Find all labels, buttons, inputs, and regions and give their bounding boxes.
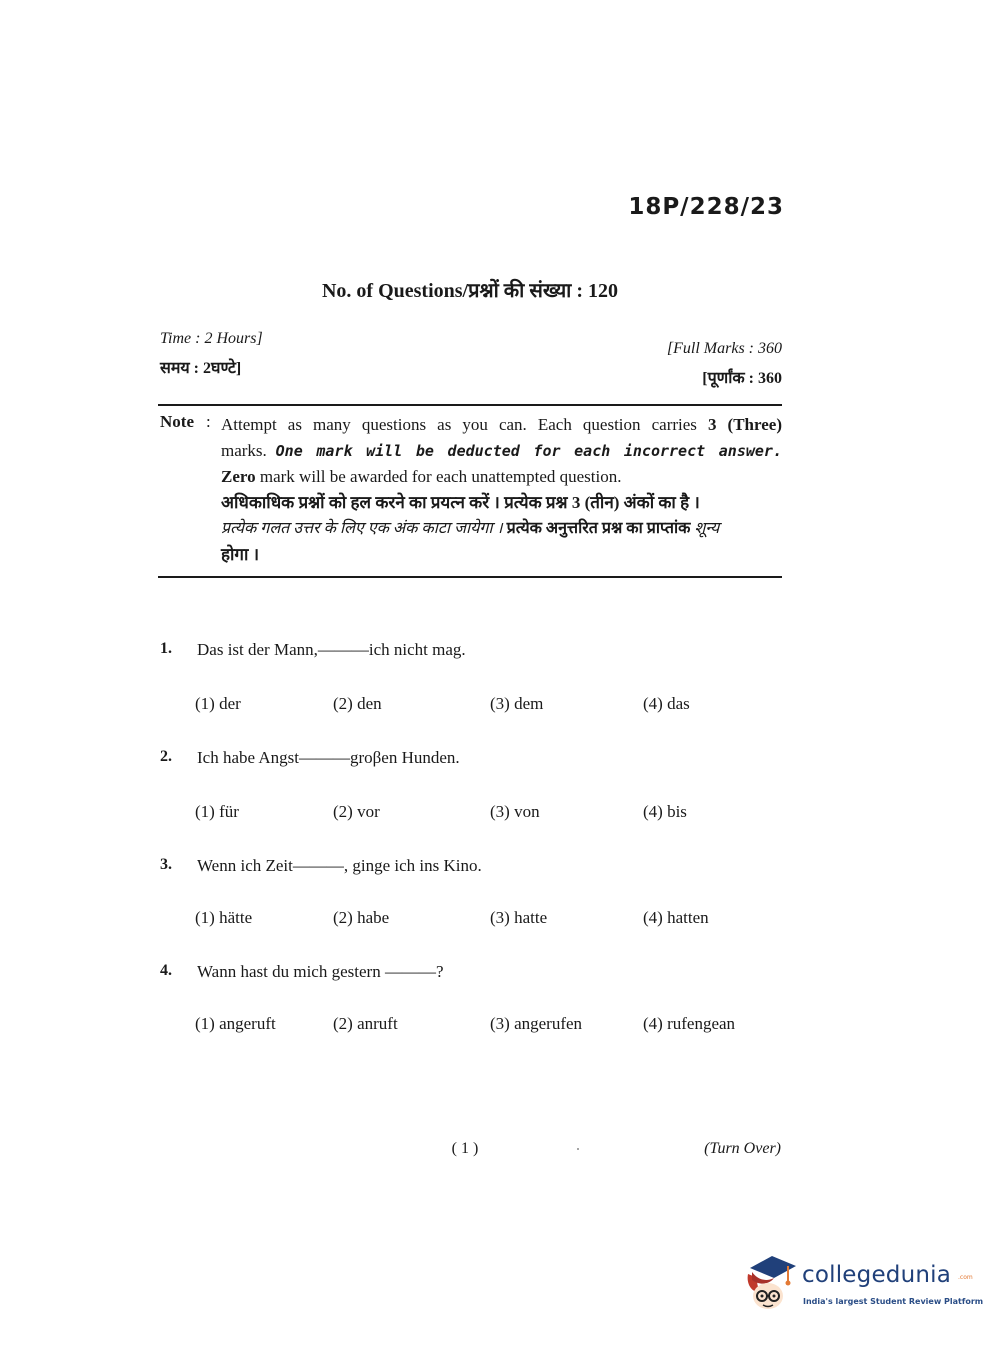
question-3-number: 3. <box>160 856 172 873</box>
note-hindi-line-2-rest: प्रत्येक अनुत्तरित प्रश्न का प्राप्तांक <box>506 520 691 537</box>
note-line-1-text: Attempt as many questions as you can. Each question carries <box>221 415 697 434</box>
note-hindi-line-1: अधिकाधिक प्रश्नों को हल करने का प्रयत्न करें । प्रत्येक प्रश्न 3 (तीन) अंकों का है । <box>221 493 700 512</box>
note-line-2 <box>221 438 782 464</box>
brand-name: collegedunia <box>802 1262 952 1288</box>
collegedunia-mascot-icon <box>742 1250 802 1314</box>
note-hindi-line-2-italic: प्रत्येक गलत उत्तर के लिए एक अंक काटा जायेगा । <box>221 520 503 537</box>
full-marks-hindi: [पूर्णांक : 360 <box>702 370 782 387</box>
brand-tagline: India's largest Student Review Platform <box>803 1297 984 1306</box>
time-english: Time : 2 Hours] <box>160 330 263 347</box>
question-4-option-3: (3) angerufen <box>490 1014 583 1033</box>
question-2-option-1: (1) für <box>195 802 239 821</box>
question-4-option-2: (2) anruft <box>333 1014 398 1033</box>
question-4-option-1: (1) angeruft <box>195 1014 276 1033</box>
question-2-text <box>197 748 460 768</box>
note-line-3-rest: mark will be awarded for each unattempted question. <box>259 467 622 486</box>
question-3-text-before: Wenn ich Zeit <box>197 856 293 875</box>
note-colon: : <box>206 412 211 431</box>
note-line-3 <box>221 464 782 490</box>
page-number: ( 1 ) <box>451 1140 479 1157</box>
question-3-text-after: , ginge ich ins Kino. <box>343 856 482 875</box>
question-1-text <box>197 640 466 660</box>
number-of-questions: No. of Questions/प्रश्नों की संख्या : 120 <box>321 280 619 302</box>
question-4-text-after: ? <box>435 962 444 981</box>
paper-code: 18P/228/23 <box>628 194 784 220</box>
question-1-number: 1. <box>160 640 172 657</box>
question-4-number: 4. <box>160 962 172 979</box>
brand-superscript: .com <box>958 1274 973 1281</box>
blank: ——— <box>317 640 369 659</box>
question-4-text-before: Wann hast du mich gestern <box>197 962 381 981</box>
question-4-option-4: (4) rufengean <box>643 1014 736 1033</box>
question-3-option-2: (2) habe <box>333 908 390 927</box>
time-hindi: समय : 2घण्टे] <box>160 360 242 377</box>
question-3-option-3: (3) hatte <box>490 908 548 927</box>
note-line-3-bold: Zero <box>221 467 256 486</box>
question-1-option-2: (2) den <box>333 694 382 713</box>
note-line-2-emphasis: One mark will be deducted for each incorrect answer. <box>275 442 782 460</box>
note-hindi-line-3: होगा । <box>221 545 260 564</box>
question-2-text-before: Ich habe Angst <box>197 748 299 767</box>
question-3-text <box>197 856 482 876</box>
question-3-option-1: (1) hätte <box>195 908 253 927</box>
question-4-text <box>197 962 444 982</box>
question-1-option-3: (3) dem <box>490 694 544 713</box>
question-2-option-2: (2) vor <box>333 802 380 821</box>
note-line-2-pre: marks. <box>221 441 267 460</box>
question-2-text-after: groβen Hunden. <box>349 748 460 767</box>
note-line-1-bold: 3 (Three) <box>707 415 783 434</box>
full-marks-english: [Full Marks : 360 <box>666 340 782 357</box>
divider-top <box>158 404 782 406</box>
speck <box>577 1148 579 1150</box>
question-2-option-3: (3) von <box>490 802 540 821</box>
question-3-option-4: (4) hatten <box>643 908 709 927</box>
note-label: Note <box>160 412 194 431</box>
turn-over-label: (Turn Over) <box>704 1140 781 1157</box>
divider-bottom <box>158 576 782 578</box>
question-1-text-before: Das ist der Mann, <box>197 640 318 659</box>
note-body <box>221 412 782 568</box>
note-line-1 <box>221 412 782 438</box>
note-hindi-line-2-end: शून्य <box>694 520 720 537</box>
question-1-option-1: (1) der <box>195 694 241 713</box>
question-1-option-4: (4) das <box>643 694 690 713</box>
question-2-option-4: (4) bis <box>643 802 687 821</box>
blank: ——— <box>292 856 344 875</box>
blank: ——— <box>298 748 350 767</box>
note-hindi-line-2 <box>221 516 782 542</box>
blank: ——— <box>380 962 436 981</box>
question-1-text-after: ich nicht mag. <box>368 640 466 659</box>
question-2-number: 2. <box>160 748 172 765</box>
